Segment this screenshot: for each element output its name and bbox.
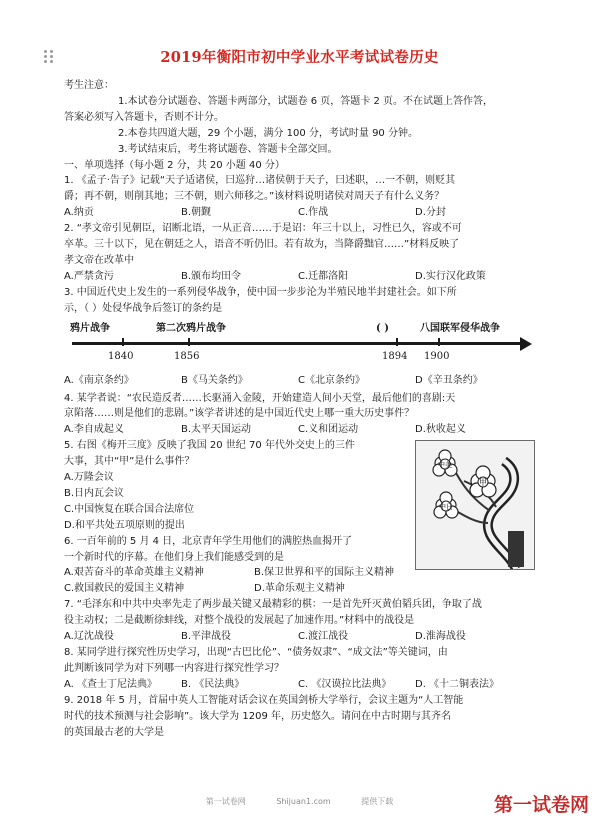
option: C.救国救民的爱国主义精神: [64, 583, 185, 595]
timeline-label: ( ): [376, 322, 389, 334]
option: D.分封: [415, 207, 446, 219]
option: A.李自成起义: [64, 424, 124, 436]
option: C. 《汉谟拉比法典》: [298, 678, 392, 690]
question-2-text: 卒革。三十以下，见在朝廷之人，语音不听仍旧。若有故为，当降爵黜官……”材料反映了: [64, 239, 460, 251]
option: B. 《民法典》: [181, 678, 245, 690]
option: A.《南京条约》: [64, 374, 134, 386]
question-8-text: 8. 某同学进行探究性历史学习，出现“古巴比伦”、“债务奴隶”、“成文法”等关键词，由: [64, 647, 448, 658]
question-5-text: 大事，其中“甲”是什么事件？: [64, 456, 195, 468]
option: B.太平天国运动: [181, 424, 252, 436]
option: D.淮海战役: [415, 631, 466, 643]
option: C.中国恢复在联合国合法席位: [64, 503, 195, 515]
question-9-text: 的英国最古老的大学是: [64, 726, 164, 738]
option: B.保卫世界和平的国际主义精神: [254, 567, 395, 579]
question-8-text: 此判断该同学为对下列哪一内容进行探究性学习？: [64, 662, 284, 674]
notice-item: 1.本试卷分试题卷、答题卡两部分，试题卷 6 页，答题卡 2 页。不在试题上答作答，: [118, 95, 493, 107]
question-6-text: 6. 一百年前的 5 月 4 日，北京青年学生用他们的满腔热血揭开了: [64, 535, 353, 547]
option: A.辽沈战役: [64, 631, 114, 643]
question-3-text: 示，（ ）处侵华战争后签订的条约是: [64, 302, 223, 314]
cartoon-label: 中日: [439, 503, 453, 512]
option: C.义和团运动: [298, 424, 359, 436]
option: B.朝觐: [181, 207, 212, 219]
cartoon-image: [416, 441, 534, 569]
notice-item: 答案必须写入答题卡，否则不计分。: [64, 111, 224, 123]
option: D.和平共处五项原则的提出: [64, 519, 185, 531]
option: A.严禁贪污: [64, 270, 114, 282]
footer-text: 第一试卷网: [205, 797, 246, 806]
option: D《辛丑条约》: [415, 374, 483, 386]
option: C《北京条约》: [298, 374, 365, 386]
question-5-text: 5. 右图《梅开三度》反映了我国 20 世纪 70 年代外交史上的三件: [64, 440, 355, 452]
section-heading: 一、单项选择（每小题 2 分，共 20 小题 40 分）: [64, 159, 285, 171]
cartoon-label: 甲: [479, 478, 487, 488]
timeline-diagram: [64, 319, 532, 371]
question-2-options: [64, 269, 532, 285]
cartoon-label: 中美: [438, 461, 452, 470]
timeline-tick: [188, 338, 190, 346]
question-2-text: 孝文帝在改革中: [64, 254, 134, 266]
notice-item: 3.考试结束后，考生将试题卷、答题卡全部交回。: [118, 143, 338, 155]
question-6-options: [64, 581, 532, 597]
question-7-options: [64, 629, 532, 645]
site-logo: 第一试卷网: [493, 794, 589, 816]
question-1-text: 爵；再不朝，则削其地；三不朝，则六师移之。”该材料说明诸侯对周天子有什么义务？: [64, 191, 445, 203]
timeline-label: 鸦片战争: [70, 322, 110, 334]
timeline-year: 1840: [108, 350, 134, 362]
footer-url[interactable]: Shijuan1.com: [276, 797, 331, 806]
timeline-tick: [438, 338, 440, 346]
timeline-year: 1894: [382, 350, 408, 362]
option: D. 《十二铜表法》: [415, 678, 500, 690]
option: B.日内瓦会议: [64, 487, 125, 499]
timeline-label: 八国联军侵华战争: [420, 322, 500, 334]
option: D.秋收起义: [415, 424, 466, 436]
question-8-options: [64, 677, 532, 693]
notice-item: 2.本卷共四道大题，29 个小题，满分 100 分，考试时量 90 分钟。: [118, 127, 418, 139]
timeline-label: 第二次鸦片战争: [156, 322, 226, 334]
timeline-tick: [122, 338, 124, 346]
option: C.迁都洛阳: [298, 270, 349, 282]
question-7-text: 7. “毛泽东和中共中央率先走了两步最关键又最精彩的棋：一是首先歼灭黄伯韬兵团，争取了战: [64, 599, 482, 611]
question-9-text: 9. 2018 年 5 月，首届中英人工智能对话会议在英国剑桥大学举行，会议主题为“人工智能: [64, 694, 464, 706]
question-3-text: 3. 中国近代史上发生的一系列侵华战争，使中国一步步沦为半殖民地半封建社会。如下所: [64, 286, 457, 298]
question-1-options: [64, 205, 532, 221]
timeline-year: 1900: [424, 350, 450, 362]
question-3-options: [64, 373, 532, 389]
option: D.革命乐观主义精神: [254, 583, 345, 595]
timeline-year: 1856: [174, 350, 200, 362]
notice-heading: 考生注意：: [64, 80, 114, 91]
timeline-arrow-icon: [520, 337, 532, 351]
question-1-text: 1. 《孟子·告子》记载“天子适诸侯，曰巡狩…诸侯朝于天子，曰述职，…一不朝，则贬其: [64, 175, 456, 187]
document-body: [64, 78, 532, 740]
option: A.艰苦奋斗的革命英雄主义精神: [64, 567, 204, 579]
question-7-text: 役主动权；二是截断徐蚌线，对整个战役的发展起了加速作用。”材料中的战役是: [64, 615, 415, 627]
option: B.颁布均田令: [181, 270, 242, 282]
question-4-options: [64, 422, 532, 438]
question-9-text: 时代的技术预测与社会影响”。该大学为 1209 年，历史悠久。请问在中古时期与其齐名: [64, 710, 451, 722]
timeline-axis: [72, 342, 524, 345]
question-6-text: 一个新时代的序幕。在他们身上我们能感受到的是: [64, 551, 284, 563]
question-5-block: [64, 438, 532, 565]
page-title: 2019年衡阳市初中学业水平考试试卷历史: [160, 49, 439, 66]
option: A. 《查士丁尼法典》: [64, 678, 158, 690]
option: B.平津战役: [181, 631, 232, 643]
question-4-text: 京陷落……则是他们的悲剧。”该学者讲述的是中国近代史上哪一重大历史事件？: [64, 408, 415, 420]
option: C.渡江战役: [298, 631, 349, 643]
question-4-text: 4. 某学者说：“农民造反者……长驱涌入金陵，开始建造人间小天堂，最后他们的喜剧:天: [64, 392, 456, 404]
option: A.纳贡: [64, 207, 94, 219]
timeline-tick: [396, 338, 398, 346]
option: D.实行汉化政策: [415, 270, 486, 282]
question-2-text: 2. “孝文帝引见朝臣，诏断北语，一从正音……于是诏：年三十以上，习性已久，容或不可: [64, 223, 462, 235]
plum-blossom-cartoon: [415, 440, 535, 570]
option: A.万隆会议: [64, 472, 114, 484]
option: B《马关条约》: [181, 374, 248, 386]
footer-text: 提供下载: [361, 797, 394, 806]
option: C.作战: [298, 207, 329, 219]
